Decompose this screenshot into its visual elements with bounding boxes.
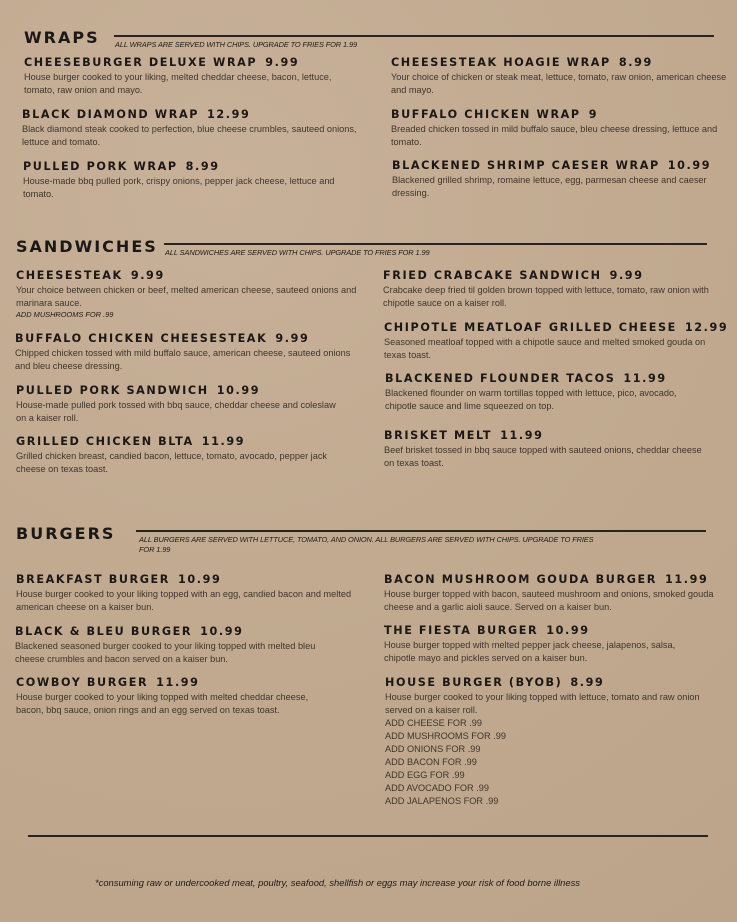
item-price: 10.99: [546, 624, 590, 637]
item-price: 9.99: [609, 269, 644, 282]
item-description: Crabcake deep fried til golden brown topped with lettuce, tomato, raw onion with chipotle sauce on a kaiser roll.: [383, 285, 709, 308]
item-name: FRIED CRABCAKE SANDWICH: [383, 269, 602, 282]
section-title-sandwiches: SANDWICHES: [16, 237, 158, 256]
item-name: BACON MUSHROOM GOUDA BURGER: [384, 573, 657, 586]
item-price: 12.99: [684, 321, 729, 334]
menu-item: [15, 332, 365, 373]
section-divider: [114, 35, 714, 37]
item-description: Chipped chicken tossed with mild buffalo sauce, american cheese, sauteed onions and bleu cheese dressing.: [15, 348, 351, 371]
menu-item: [383, 269, 728, 310]
section-note: ALL WRAPS ARE SERVED WITH CHIPS. UPGRADE TO FRIES FOR 1.99: [115, 40, 357, 49]
item-description: Blackened grilled shrimp, romaine lettuce, egg, parmesan cheese and caeser dressing.: [392, 175, 707, 198]
addon-option: ADD EGG FOR .99: [385, 770, 465, 780]
addon-option: ADD CHEESE FOR .99: [385, 718, 483, 728]
section-divider: [136, 530, 706, 532]
item-name: BLACK & BLEU BURGER: [15, 625, 193, 638]
item-name: PULLED PORK WRAP: [23, 160, 178, 173]
item-description: House burger cooked to your liking topped with lettuce, tomato and raw onion served on a kaiser roll.: [385, 692, 700, 715]
menu-item: [24, 56, 364, 97]
item-name: COWBOY BURGER: [16, 676, 149, 689]
item-name: BREAKFAST BURGER: [16, 573, 170, 586]
item-price: 9.99: [130, 269, 165, 282]
item-addon-note: ADD MUSHROOMS FOR .99: [16, 310, 114, 319]
item-description: Black diamond steak cooked to perfection, blue cheese crumbles, sauteed onions, lettuce and tomato.: [22, 124, 357, 147]
item-name: THE FIESTA BURGER: [384, 624, 539, 637]
menu-item: [16, 676, 326, 717]
item-description: Blackened seasoned burger cooked to your liking topped with melted bleu cheese crumbles and bacon served on a kaiser bun.: [15, 641, 316, 664]
menu-item: [384, 429, 704, 470]
item-description: Your choice between chicken or beef, melted american cheese, sauteed onions and marinara sauce.: [16, 285, 357, 308]
menu-item: [16, 384, 346, 425]
item-name: BLACKENED SHRIMP CAESER WRAP: [392, 159, 660, 172]
item-price: 11.99: [500, 429, 544, 442]
section-note: ALL BURGERS ARE SERVED WITH LETTUCE, TOMATO, AND ONION. ALL BURGERS ARE SERVED WITH CHIPS. UPGRADE TO FRIES FOR 1.99: [139, 535, 594, 554]
item-name: BUFFALO CHICKEN WRAP: [391, 108, 581, 121]
item-price: 9: [588, 108, 599, 121]
item-price: 8.99: [185, 160, 220, 173]
item-description: House burger topped with bacon, sauteed mushroom and onions, smoked gouda cheese and a garlic aioli sauce. Served on a kaiser bun.: [384, 589, 714, 612]
item-price: 12.99: [207, 108, 251, 121]
item-name: CHEESESTEAK HOAGIE WRAP: [391, 56, 611, 69]
item-description: Beef brisket tossed in bbq sauce topped with sauteed onions, cheddar cheese on texas toast.: [384, 445, 702, 468]
menu-item: [391, 108, 731, 149]
menu-item: [391, 56, 731, 97]
menu-item: [384, 624, 709, 665]
item-description: House-made bbq pulled pork, crispy onions, pepper jack cheese, lettuce and tomato.: [23, 176, 335, 199]
item-price: 10.99: [216, 384, 261, 397]
item-description: House burger topped with melted pepper jack cheese, jalapenos, salsa, chipotle mayo and pickles served on a kaiser bun.: [384, 640, 676, 663]
addon-option: ADD JALAPENOS FOR .99: [385, 796, 499, 806]
menu-item: [384, 573, 729, 614]
item-description: Your choice of chicken or steak meat, lettuce, tomato, raw onion, american cheese and mayo.: [391, 72, 727, 95]
item-price: 10.99: [177, 573, 222, 586]
addon-option: ADD AVOCADO FOR .99: [385, 783, 489, 793]
item-price: 8.99: [618, 56, 653, 69]
item-price: 11.99: [201, 435, 246, 448]
menu-item: [16, 573, 366, 614]
item-name: HOUSE BURGER (BYOB): [385, 676, 563, 689]
footer-divider: [28, 835, 708, 837]
item-price: 9.99: [275, 332, 310, 345]
item-description: Grilled chicken breast, candied bacon, lettuce, tomato, avocado, pepper jack cheese on texas toast.: [16, 451, 328, 474]
item-name: CHIPOTLE MEATLOAF GRILLED CHEESE: [384, 321, 677, 334]
item-price: 11.99: [664, 573, 709, 586]
item-description: House burger cooked to your liking, melted cheddar cheese, bacon, lettuce, tomato, raw onion and mayo.: [24, 72, 332, 95]
section-note: ALL SANDWICHES ARE SERVED WITH CHIPS. UPGRADE TO FRIES FOR 1.99: [165, 248, 430, 257]
item-name: BUFFALO CHICKEN CHEESESTEAK: [15, 332, 268, 345]
menu-item: [23, 160, 363, 201]
item-description: House burger cooked to your liking topped with an egg, candied bacon and melted american cheese on a kaiser bun.: [16, 589, 352, 612]
menu-item: [15, 625, 335, 666]
item-price: 11.99: [623, 372, 667, 385]
item-price: 10.99: [200, 625, 244, 638]
menu-item: [384, 321, 729, 362]
menu-item: [385, 372, 705, 413]
item-name: BRISKET MELT: [384, 429, 493, 442]
section-title-wraps: WRAPS: [24, 28, 100, 47]
menu-item: [392, 159, 732, 200]
item-description: Seasoned meatloaf topped with a chipotle sauce and melted smoked gouda on texas toast.: [384, 337, 706, 360]
item-name: CHEESEBURGER DELUXE WRAP: [24, 56, 258, 69]
item-name: CHEESESTEAK: [16, 269, 123, 282]
menu-item: [22, 108, 362, 149]
menu-item: [16, 435, 336, 476]
menu-item: [385, 676, 715, 808]
item-price: 11.99: [156, 676, 200, 689]
item-description: House-made pulled pork tossed with bbq sauce, cheddar cheese and coleslaw on a kaiser roll.: [16, 400, 336, 423]
item-name: PULLED PORK SANDWICH: [16, 384, 209, 397]
food-safety-disclaimer: *consuming raw or undercooked meat, poultry, seafood, shellfish or eggs may increase your risk of food borne illness: [95, 877, 580, 888]
addon-option: ADD BACON FOR .99: [385, 757, 477, 767]
addon-option: ADD MUSHROOMS FOR .99: [385, 731, 506, 741]
item-description: Blackened flounder on warm tortillas topped with lettuce, pico, avocado, chipotle sauce and lime squeezed on top.: [385, 388, 677, 411]
item-price: 9.99: [265, 56, 300, 69]
section-title-burgers: BURGERS: [16, 524, 116, 543]
addon-option: ADD ONIONS FOR .99: [385, 744, 481, 754]
menu-item: [16, 269, 366, 320]
item-description: Breaded chicken tossed in mild buffalo sauce, bleu cheese dressing, lettuce and tomato.: [391, 124, 718, 147]
item-name: BLACK DIAMOND WRAP: [22, 108, 199, 121]
item-name: GRILLED CHICKEN BLTA: [16, 435, 194, 448]
item-description: House burger cooked to your liking topped with melted cheddar cheese, bacon, bbq sauce, onion rings and an egg served on texas toast.: [16, 692, 309, 715]
section-divider: [164, 243, 707, 245]
item-price: 8.99: [570, 676, 605, 689]
item-price: 10.99: [667, 159, 712, 172]
item-name: BLACKENED FLOUNDER TACOS: [385, 372, 616, 385]
